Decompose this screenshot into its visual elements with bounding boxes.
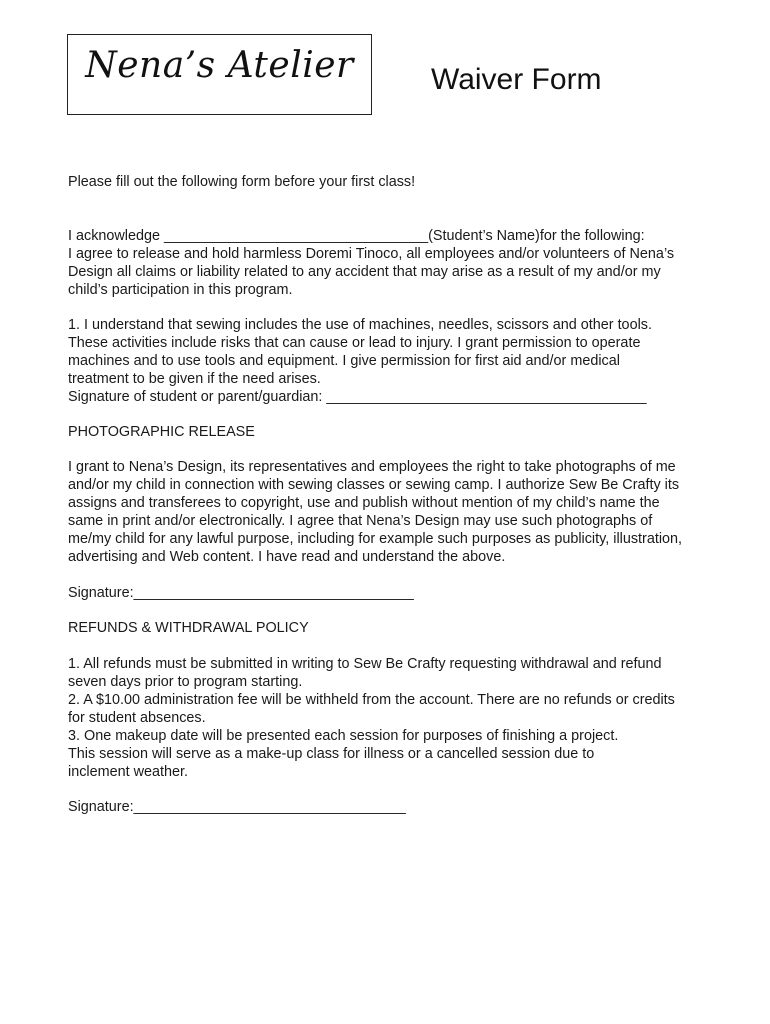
photo-release-line: advertising and Web content. I have read and understand the above. <box>68 549 506 565</box>
photo-release-line: assigns and transferees to copyright, use and publish without mention of my child’s name the <box>68 495 660 511</box>
acknowledgement-line: I acknowledge _________________________________(Student’s Name)for the following: <box>68 228 645 244</box>
refund-policy-line: for student absences. <box>68 710 206 726</box>
photo-release-heading: PHOTOGRAPHIC RELEASE <box>68 424 255 440</box>
photo-release-line: me/my child for any lawful purpose, including for example such purposes as publicity, illustration, <box>68 531 683 547</box>
risk-line: machines and to use tools and equipment. I give permission for first aid and/or medical <box>68 353 620 369</box>
risk-line: treatment to be given if the need arises. <box>68 371 321 387</box>
refund-policy-line: 1. All refunds must be submitted in writing to Sew Be Crafty requesting withdrawal and refund <box>68 656 662 672</box>
refund-policy-line: inclement weather. <box>68 764 188 780</box>
logo-text: Nena’s Atelier <box>85 45 354 86</box>
form-title: Waiver Form <box>431 63 602 96</box>
photo-release-signature-line[interactable]: Signature:___________________________________ <box>68 585 414 601</box>
intro-text: Please fill out the following form before your first class! <box>68 174 416 190</box>
guardian-signature-line[interactable]: Signature of student or parent/guardian: ________________________________________ <box>68 389 647 405</box>
acknowledgement-line: child’s participation in this program. <box>68 282 293 298</box>
risk-line: These activities include risks that can cause or lead to injury. I grant permission to operate <box>68 335 641 351</box>
photo-release-line: I grant to Nena’s Design, its representatives and employees the right to take photographs of me <box>68 459 676 475</box>
acknowledgement-line: I agree to release and hold harmless Doremi Tinoco, all employees and/or volunteers of Nena’s <box>68 246 675 262</box>
photo-release-line: same in print and/or electronically. I agree that Nena’s Design may use such photographs of <box>68 513 653 529</box>
refund-policy-line: 2. A $10.00 administration fee will be withheld from the account. There are no refunds or credits <box>68 692 675 708</box>
photo-release-line: and/or my child in connection with sewing classes or sewing camp. I authorize Sew Be Crafty its <box>68 477 680 493</box>
logo-box <box>67 34 372 115</box>
risk-line: 1. I understand that sewing includes the use of machines, needles, scissors and other tools. <box>68 317 652 333</box>
refund-policy-heading: REFUNDS & WITHDRAWAL POLICY <box>68 620 309 636</box>
refund-policy-signature-line[interactable]: Signature:__________________________________ <box>68 799 406 815</box>
refund-policy-line: seven days prior to program starting. <box>68 674 303 690</box>
acknowledgement-line: Design all claims or liability related to any accident that may arise as a result of my and/or my <box>68 264 661 280</box>
refund-policy-line: This session will serve as a make-up class for illness or a cancelled session due to <box>68 746 595 762</box>
refund-policy-line: 3. One makeup date will be presented each session for purposes of finishing a project. <box>68 728 619 744</box>
